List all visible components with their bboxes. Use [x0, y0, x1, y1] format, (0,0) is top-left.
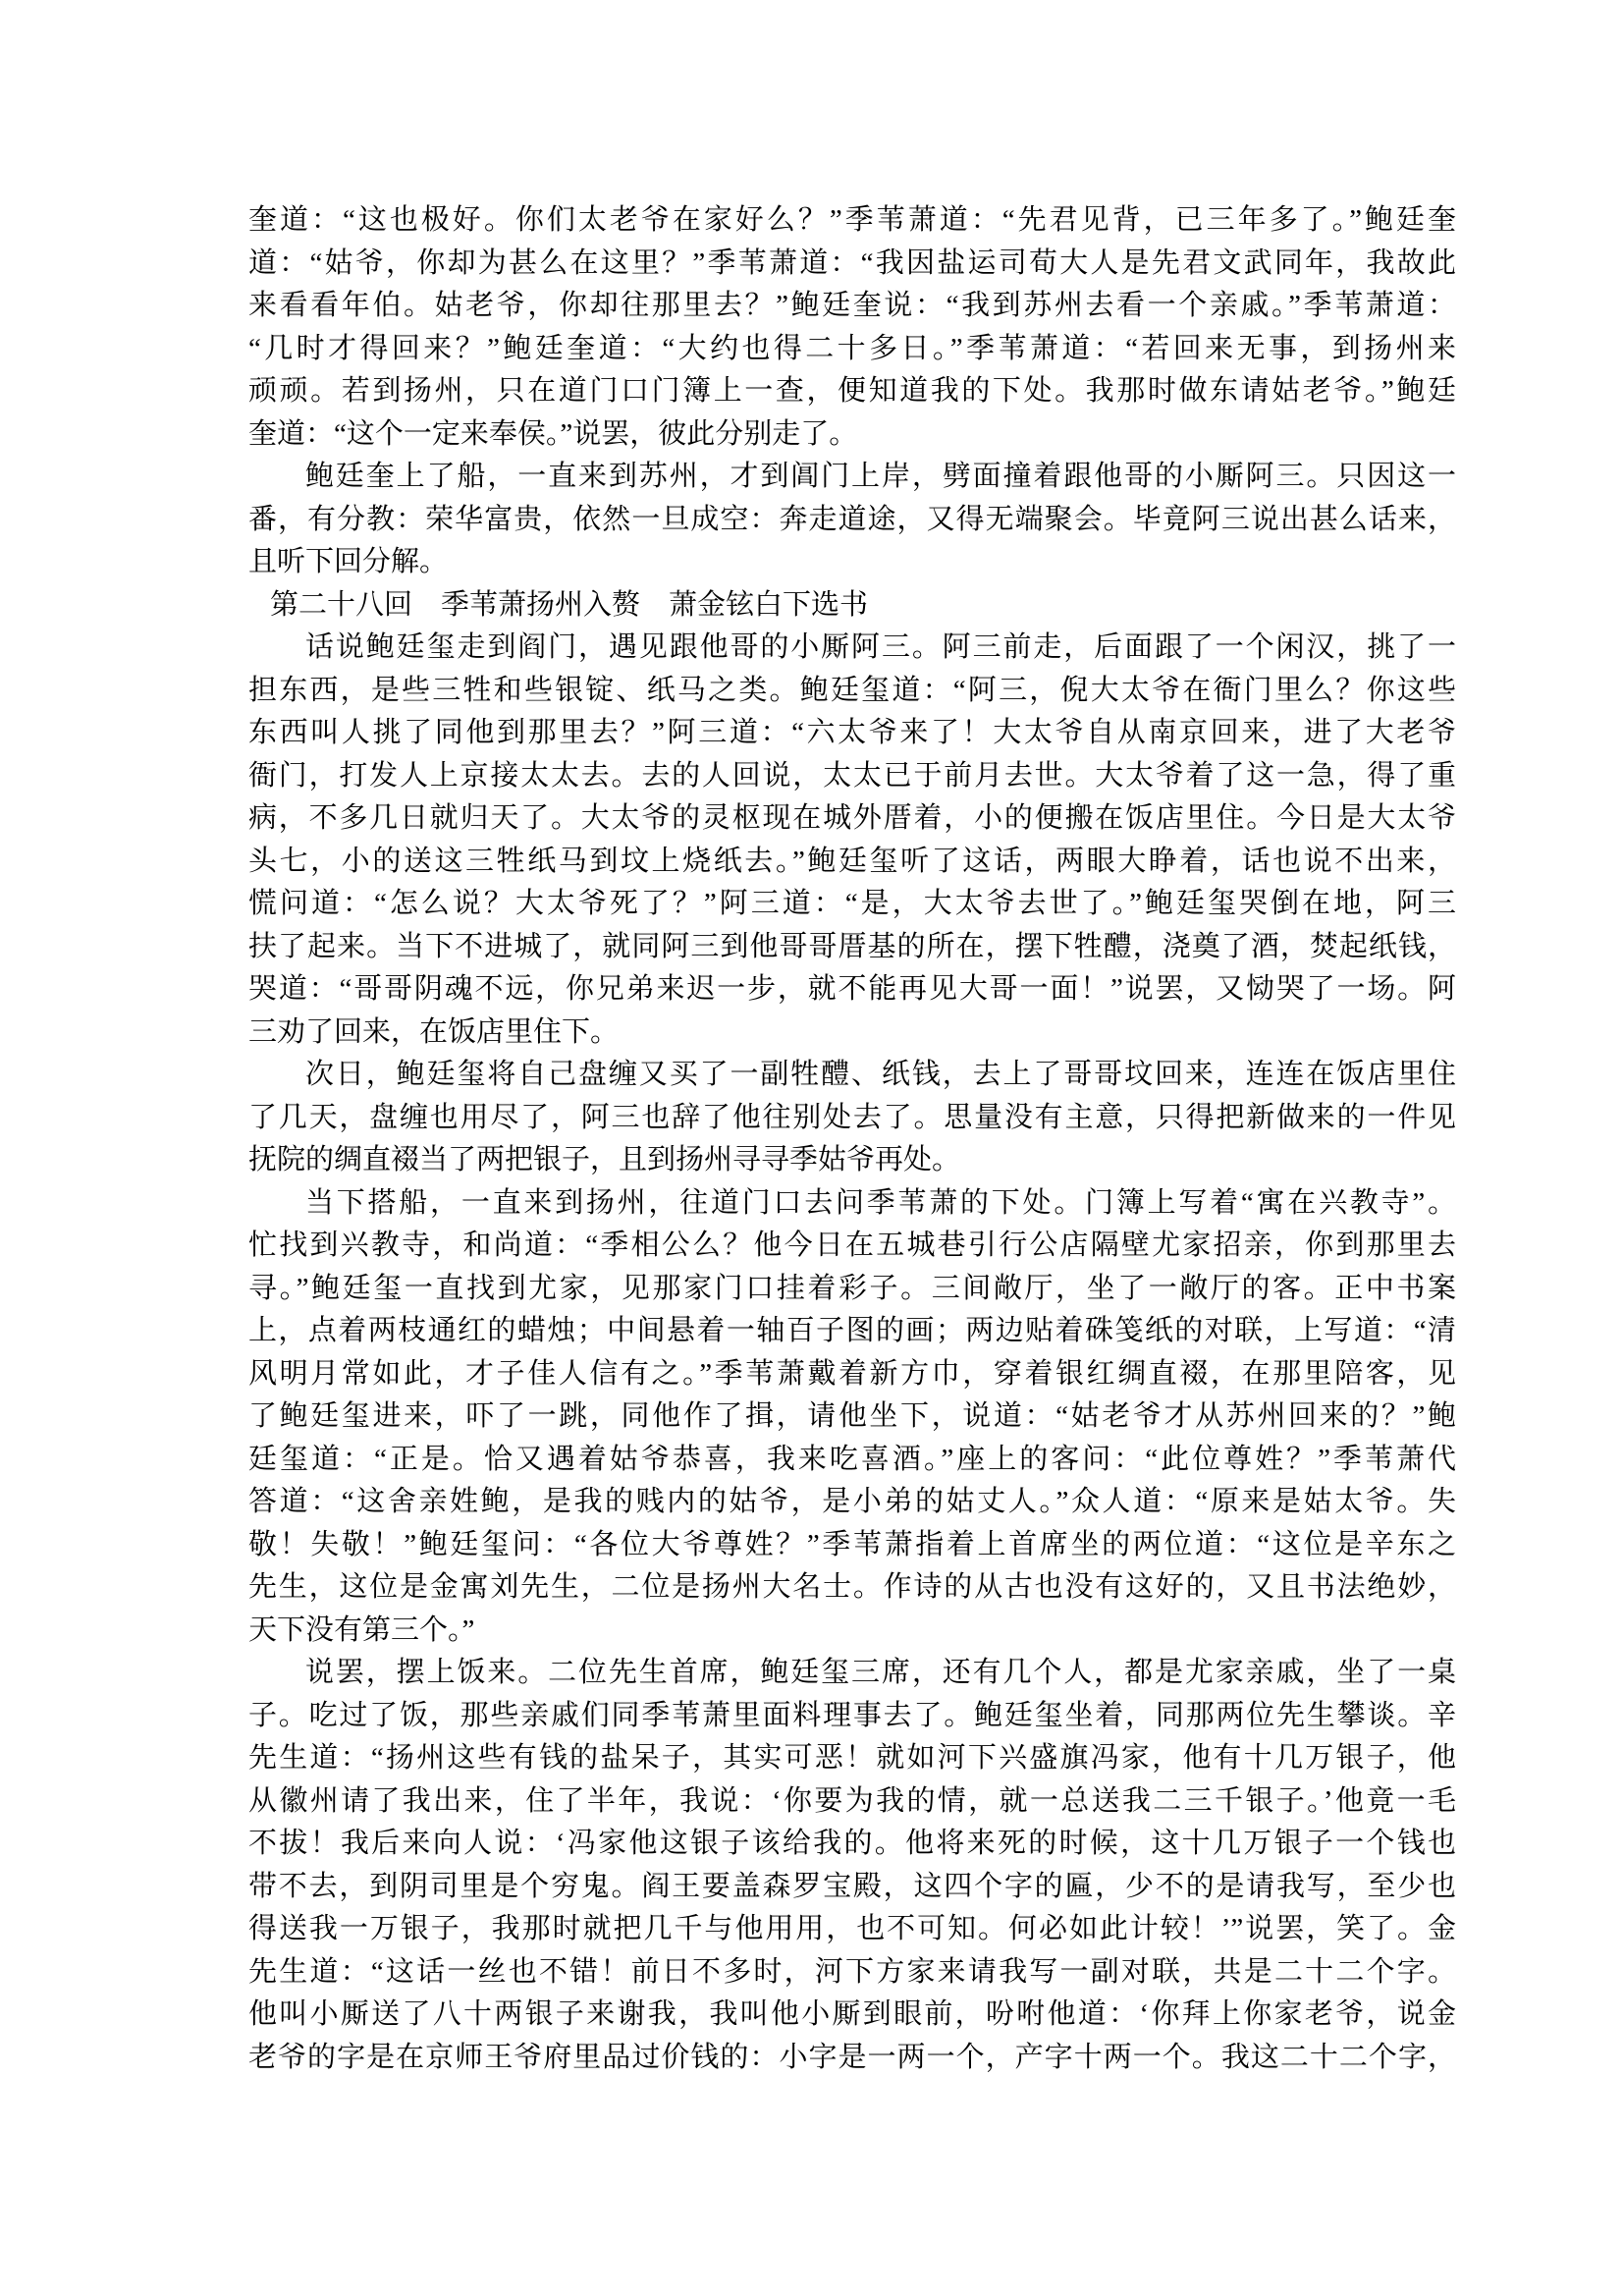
text-line: 子。吃过了饭，那些亲戚们同季苇萧里面料理事去了。鲍廷玺坐着，同那两位先生攀谈。辛 [248, 1699, 1456, 1731]
text-line: 奎道：“这个一定来奉侯。”说罢，彼此分别走了。 [248, 417, 858, 450]
text-line: “几时才得回来？”鲍廷奎道：“大约也得二十多日。”季苇萧道：“若回来无事，到扬州来 [248, 332, 1456, 364]
text-line: 鲍廷奎上了船，一直来到苏州，才到阊门上岸，劈面撞着跟他哥的小厮阿三。只因这一 [305, 461, 1456, 492]
text-line: 奎道：“这也极好。你们太老爷在家好么？”季苇萧道：“先君见背，已三年多了。”鲍廷奎 [248, 204, 1456, 236]
text-line: 来看看年伯。姑老爷，你却往那里去？”鲍廷奎说：“我到苏州去看一个亲戚。”季苇萧道： [248, 290, 1456, 321]
text-line: 了鲍廷玺进来，吓了一跳，同他作了揖，请他坐下，说道：“姑老爷才从苏州回来的？”鲍 [248, 1400, 1456, 1432]
chapter-heading: 第二十八回 季苇萧扬州入赘 萧金铉白下选书 [270, 588, 869, 621]
text-line: 敬！失敬！”鲍廷玺问：“各位大爷尊姓？”季苇萧指着上首席坐的两位道：“这位是辛东之 [248, 1528, 1456, 1560]
text-line: 老爷的字是在京师王爷府里品过价钱的：小字是一两一个，产字十两一个。我这二十二个字， [248, 2041, 1456, 2073]
text-line: 他叫小厮送了八十两银子来谢我，我叫他小厮到眼前，吩咐他道：‘你拜上你家老爷，说金 [248, 1998, 1456, 2030]
text-line: 且听下回分解。 [248, 546, 449, 577]
text-line: 担东西，是些三牲和些银锭、纸马之类。鲍廷玺道：“阿三，倪大太爷在衙门里么？你这些 [248, 674, 1456, 706]
text-line: 东西叫人挑了同他到那里去？”阿三道：“六太爷来了！大太爷自从南京回来，进了大老爷 [248, 717, 1456, 748]
text-block [248, 199, 1456, 2079]
text-line: 廷玺道：“正是。恰又遇着姑爷恭喜，我来吃喜酒。”座上的客问：“此位尊姓？”季苇萧代 [248, 1443, 1456, 1475]
text-line: 风明月常如此，才子佳人信有之。”季苇萧戴着新方巾，穿着银红绸直裰，在那里陪客，见 [248, 1357, 1456, 1390]
text-line: 哭道：“哥哥阴魂不远，你兄弟来迟一步，就不能再见大哥一面！”说罢，又恸哭了一场。阿 [248, 973, 1456, 1005]
text-line: 顽顽。若到扬州，只在道门口门簿上一查，便知道我的下处。我那时做东请姑老爷。”鲍廷 [248, 375, 1456, 407]
text-line: 天下没有第三个。” [248, 1613, 475, 1646]
text-line: 当下搭船，一直来到扬州，往道门口去问季苇萧的下处。门簿上写着“寓在兴教寺”。 [305, 1186, 1456, 1219]
text-line: 扶了起来。当下不进城了，就同阿三到他哥哥厝基的所在，摆下牲醴，浇奠了酒，焚起纸钱， [248, 930, 1456, 962]
text-line: 上，点着两枝通红的蜡烛；中间悬着一轴百子图的画；两边贴着硃笺纸的对联，上写道：“清 [248, 1315, 1456, 1346]
text-line: 番，有分教：荣华富贵，依然一旦成空：奔走道途，又得无端聚会。毕竟阿三说出甚么话来， [248, 503, 1456, 535]
text-line: 道：“姑爷，你却为甚么在这里？”季苇萧道：“我因盐运司荀大人是先君文武同年，我故此 [248, 246, 1456, 279]
text-line: 带不去，到阴司里是个穷鬼。阎王要盖森罗宝殿，这四个字的匾，少不的是请我写，至少也 [248, 1870, 1456, 1902]
text-line: 从徽州请了我出来，住了半年，我说：‘你要为我的情，就一总送我二三千银子。’他竟一毛 [248, 1784, 1456, 1817]
text-line: 病，不多几日就归天了。大太爷的灵枢现在城外厝着，小的便搬在饭店里住。今日是大太爷 [248, 802, 1456, 834]
text-line: 答道：“这舍亲姓鲍，是我的贱内的姑爷，是小弟的姑丈人。”众人道：“原来是姑太爷。失 [248, 1486, 1456, 1517]
text-line: 衙门，打发人上京接太太去。去的人回说，太太已于前月去世。大太爷着了这一急，得了重 [248, 759, 1456, 792]
text-line: 不拔！我后来向人说：‘冯家他这银子该给我的。他将来死的时候，这十几万银子一个钱也 [248, 1828, 1456, 1859]
text-line: 抚院的绸直裰当了两把银子，且到扬州寻寻季姑爷再处。 [248, 1144, 961, 1175]
text-line: 忙找到兴教寺，和尚道：“季相公么？他今日在五城巷引行公店隔壁尤家招亲，你到那里去 [248, 1230, 1456, 1261]
text-line: 三劝了回来，在饭店里住下。 [248, 1015, 620, 1048]
text-line: 次日，鲍廷玺将自己盘缠又买了一副牲醴、纸钱，去上了哥哥坟回来，连连在饭店里住 [305, 1059, 1456, 1090]
text-line: 说罢，摆上饭来。二位先生首席，鲍廷玺三席，还有几个人，都是尤家亲戚，坐了一桌 [305, 1657, 1456, 1688]
text-line: 寻。”鲍廷玺一直找到尤家，见那家门口挂着彩子。三间敞厅，坐了一敞厅的客。正中书案 [248, 1272, 1456, 1304]
text-line: 先生道：“扬州这些有钱的盐呆子，其实可恶！就如河下兴盛旗冯家，他有十几万银子，他 [248, 1742, 1456, 1774]
text-line: 先生道：“这话一丝也不错！前日不多时，河下方家来请我写一副对联，共是二十二个字。 [248, 1955, 1456, 1988]
text-line: 先生，这位是金寓刘先生，二位是扬州大名士。作诗的从古也没有这好的，又且书法绝妙， [248, 1571, 1456, 1603]
text-line: 了几天，盘缠也用尽了，阿三也辞了他往别处去了。思量没有主意，只得把新做来的一件见 [248, 1101, 1456, 1133]
text-line: 话说鲍廷玺走到阎门，遇见跟他哥的小厮阿三。阿三前走，后面跟了一个闲汉，挑了一 [305, 631, 1456, 663]
text-line: 头七，小的送这三牲纸马到坟上烧纸去。”鲍廷玺听了这话，两眼大睁着，话也说不出来， [248, 845, 1456, 877]
text-line: 得送我一万银子，我那时就把几千与他用用，也不可知。何必如此计较！’”说罢，笑了。金 [248, 1913, 1456, 1944]
text-line: 慌问道：“怎么说？大太爷死了？”阿三道：“是，大太爷去世了。”鲍廷玺哭倒在地，阿三 [248, 888, 1456, 919]
